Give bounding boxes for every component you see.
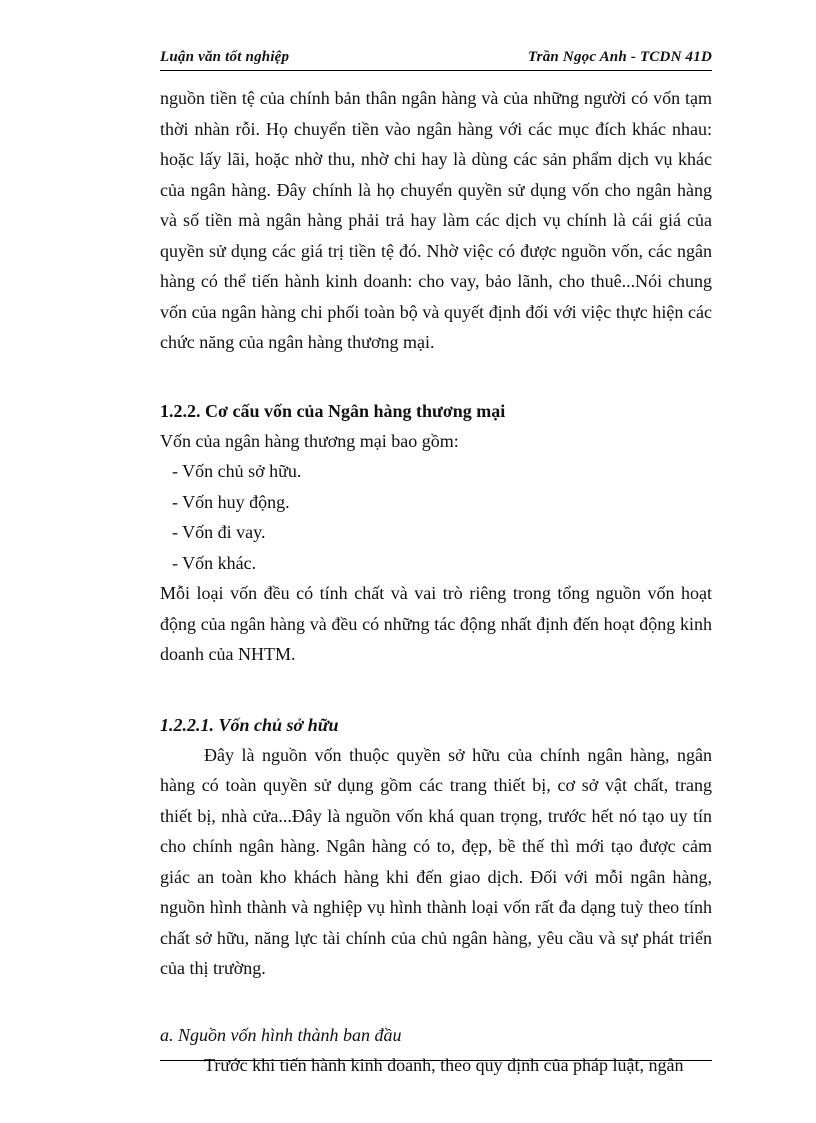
section-heading-1-2-2: 1.2.2. Cơ cấu vốn của Ngân hàng thương mại (160, 400, 506, 421)
capital-types-list (160, 456, 712, 578)
header-thesis-label: Luận văn tốt nghiệp (160, 49, 290, 65)
list-item: - Vốn khác. (172, 552, 257, 573)
capital-structure-intro: Vốn của ngân hàng thương mại bao gồm: (160, 430, 459, 451)
equity-capital-paragraph: Đây là nguồn vốn thuộc quyền sở hữu của chính ngân hàng, ngân hàng có toàn quyền sử dụng gồm các trang thiết bị, cơ sở vật chất, trang thiết bị, nhà cửa...Đây là nguồn vốn khá quan trọng, trước hết nó tạo uy tín cho chính ngân hàng. Ngân hàng có to, đẹp, bề thế thì mới tạo được cảm giác an toàn kho khách hàng khi đến giao dịch. Đối với mỗi ngân hàng, nguồn hình thành và nghiệp vụ hình thành loại vốn rất đa dạng tuỳ theo tính chất sở hữu, năng lực tài chính của chủ ngân hàng, yêu cầu và sự phát triển của thị trường. (160, 744, 712, 978)
list-item: - Vốn đi vay. (172, 522, 266, 542)
page-header (160, 48, 712, 71)
page-content (160, 83, 712, 1080)
subsection-heading-a: a. Nguồn vốn hình thành ban đầu (160, 1024, 402, 1045)
header-author: Trần Ngọc Anh - TCDN 41D (527, 49, 712, 65)
paragraph-continuation: nguồn tiền tệ của chính bản thân ngân hàng và của những người có vốn tạm thời nhàn rỗi. Họ chuyển tiền vào ngân hàng với các mục đích khác nhau: hoặc lấy lãi, hoặc nhờ thu, nhờ chi hay là dùng các sản phẩm dịch vụ khác của ngân hàng. Đây chính là họ chuyển quyền sử dụng vốn cho ngân hàng và số tiền mà ngân hàng phải trả hay làm các dịch vụ chính là cái giá của quyền sử dụng các giá trị tiền tệ đó. Nhờ việc có được nguồn vốn, các ngân hàng có thể tiến hành kinh doanh: cho vay, bảo lãnh, cho thuê...Nói chung vốn của ngân hàng chi phối toàn bộ và quyết định đối với việc thực hiện các chức năng của ngân hàng thương mại. (160, 88, 712, 352)
section-heading-1-2-2-1: 1.2.2.1. Vốn chủ sở hữu (160, 714, 339, 735)
list-item: - Vốn chủ sở hữu. (172, 461, 302, 481)
list-item: - Vốn huy động. (172, 491, 290, 512)
initial-capital-paragraph: Trước khi tiến hành kinh doanh, theo quy định của pháp luật, ngân (204, 1054, 684, 1075)
footer-divider (160, 1060, 712, 1061)
capital-structure-closing: Mỗi loại vốn đều có tính chất và vai trò riêng trong tổng nguồn vốn hoạt động của ngân hàng và đều có những tác động nhất định đến hoạt động kinh doanh của NHTM. (160, 583, 712, 664)
